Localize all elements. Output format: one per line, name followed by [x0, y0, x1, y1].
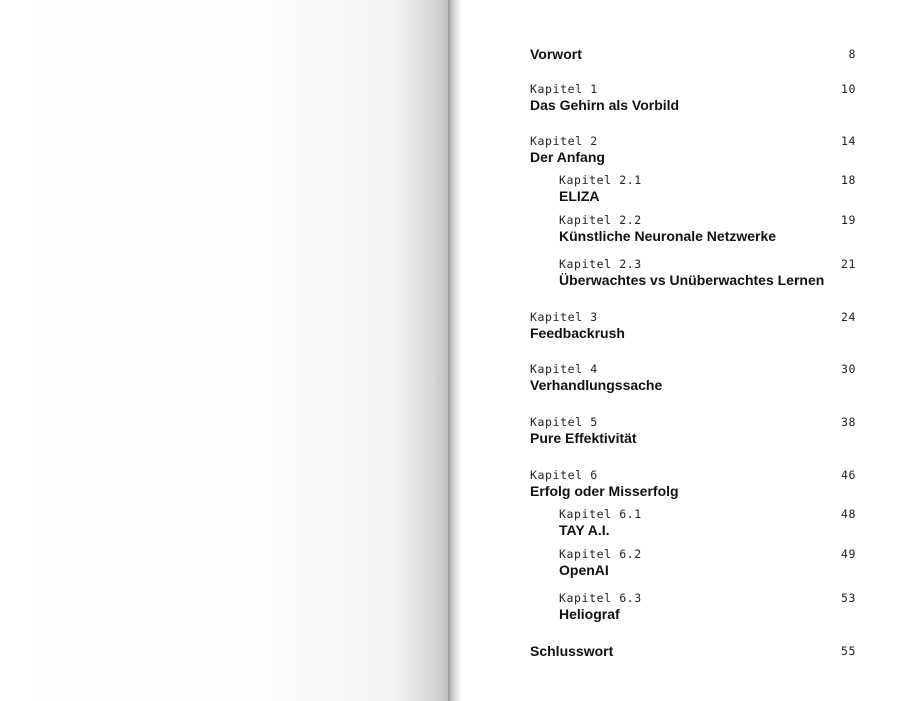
- left-page: [0, 0, 448, 701]
- toc-chapter-label: Kapitel 4: [530, 362, 598, 376]
- toc-title: Künstliche Neuronale Netzwerke: [559, 228, 777, 244]
- toc-title: Heliograf: [559, 606, 620, 622]
- toc-chapter-label: Kapitel 1: [530, 82, 598, 96]
- toc-title: Erfolg oder Misserfolg: [530, 483, 679, 499]
- toc-entry-kapitel-6: [530, 468, 856, 500]
- toc-title: Das Gehirn als Vorbild: [530, 97, 680, 113]
- toc-chapter-label: Kapitel 2.3: [559, 257, 642, 271]
- toc-page-number: 14: [840, 134, 856, 148]
- toc-page-number: 46: [840, 468, 856, 482]
- toc-page-number: 8: [848, 47, 856, 61]
- toc-page-number: 19: [840, 213, 856, 227]
- toc-title: ELIZA: [559, 188, 600, 204]
- toc-page-number: 21: [840, 257, 856, 271]
- toc-page-number: 10: [840, 82, 856, 96]
- toc-title: Feedbackrush: [530, 325, 625, 341]
- toc-title: Vorwort: [530, 46, 582, 62]
- toc-entry-kapitel-6-1: [559, 507, 856, 539]
- toc-entry-kapitel-4: [530, 362, 856, 394]
- toc-page-number: 18: [840, 173, 856, 187]
- toc-title: Verhandlungssache: [530, 377, 663, 393]
- toc-entry-kapitel-2-1: [559, 173, 856, 205]
- toc-page-number: 55: [840, 644, 856, 658]
- toc-chapter-label: Kapitel 3: [530, 310, 598, 324]
- toc-entry-kapitel-2-3: [559, 257, 856, 289]
- toc-chapter-label: Kapitel 2: [530, 134, 598, 148]
- toc-page-number: 24: [840, 310, 856, 324]
- toc-title: OpenAI: [559, 562, 609, 578]
- toc-chapter-label: Kapitel 6.3: [559, 591, 642, 605]
- toc-title: Pure Effektivität: [530, 430, 637, 446]
- toc-chapter-label: Kapitel 2.1: [559, 173, 642, 187]
- toc-page-number: 30: [840, 362, 856, 376]
- toc-title: Überwachtes vs Unüberwachtes Lernen: [559, 272, 825, 288]
- toc-chapter-label: Kapitel 6.2: [559, 547, 642, 561]
- book-gutter-shadow: [448, 0, 462, 701]
- toc-entry-kapitel-1: [530, 82, 856, 114]
- toc-entry-kapitel-3: [530, 310, 856, 342]
- toc-chapter-label: Kapitel 6.1: [559, 507, 642, 521]
- toc-chapter-label: Kapitel 2.2: [559, 213, 642, 227]
- toc-page-number: 49: [840, 547, 856, 561]
- toc-title: Der Anfang: [530, 149, 605, 165]
- toc-title: TAY A.I.: [559, 522, 610, 538]
- toc-entry-kapitel-6-2: [559, 547, 856, 579]
- toc-entry-kapitel-2: [530, 134, 856, 166]
- toc-chapter-label: Kapitel 6: [530, 468, 598, 482]
- toc-entry-kapitel-2-2: [559, 213, 856, 245]
- toc-entry-kapitel-6-3: [559, 591, 856, 623]
- toc-entry-kapitel-5: [530, 415, 856, 447]
- toc-page-number: 48: [840, 507, 856, 521]
- toc-entry-schlusswort: [530, 642, 856, 660]
- toc-page-number: 38: [840, 415, 856, 429]
- toc-chapter-label: Kapitel 5: [530, 415, 598, 429]
- toc-entry-vorwort: [530, 45, 856, 63]
- toc-page-number: 53: [840, 591, 856, 605]
- toc-title: Schlusswort: [530, 643, 614, 659]
